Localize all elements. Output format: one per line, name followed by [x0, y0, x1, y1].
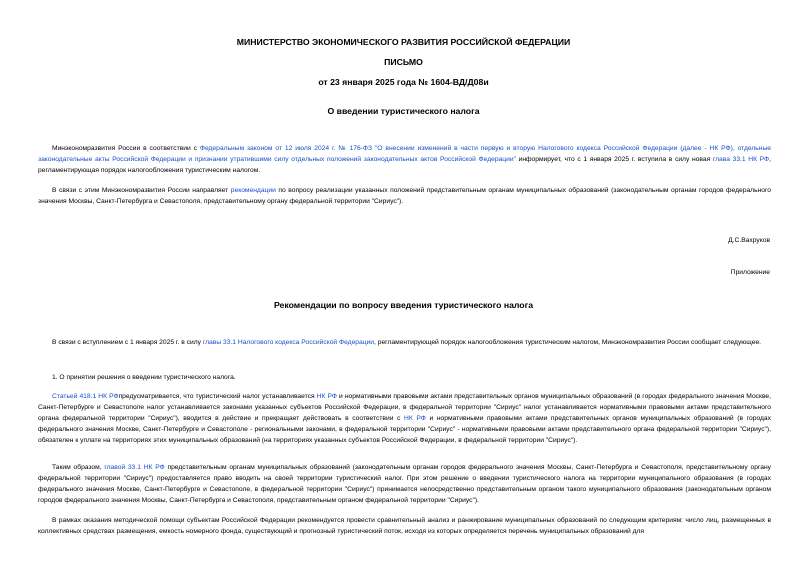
tax-code-chapter-link[interactable]: главы 33.1 Налогового кодекса Российской Федерации — [202, 339, 375, 346]
chapter-33-1-link[interactable]: главой 33.1 НК РФ — [104, 464, 165, 471]
appendix-label: Приложение — [730, 269, 770, 276]
text-fragment: и нормативными правовыми актами представительных органов муниципальных образований (в городах федерального значения Москве, Санкт-Петербурге и Севастополе - региональными законами, в федеральной территории "Сириус" - нормативными правовыми актами представительного органа федеральной территории "Сириус"), обязателен к уплате на территориях этих муниципальных образований (на территориях указанных субъектов Российской Федерации, в федеральной территории "Сириус"). — [38, 415, 771, 444]
recommendations-paragraph-3 — [38, 391, 771, 446]
text-fragment: предусматривается, что туристический налог устанавливается — [118, 393, 317, 400]
text-fragment: Минэкономразвития России в соответствии с — [52, 145, 200, 152]
letter-paragraph-1 — [38, 143, 771, 176]
recommendations-title: Рекомендации по вопросу введения туристического налога — [273, 300, 534, 310]
section-1-heading: 1. О принятии решения о введении туристического налога. — [52, 374, 236, 381]
recommendations-paragraph-4 — [38, 462, 771, 506]
document-type: ПИСЬМО — [384, 57, 423, 67]
text-fragment: , регламентирующей порядок налогообложения туристическим налогом, Минэкономразвития России сообщает следующее. — [374, 339, 762, 346]
text-fragment: и нормативными правовыми актами представительных органов муниципальных образований (в городах федерального значения Москве, Санкт-Петербурге и Севастополе налог устанавливается законами указанных субъектов Российской Федерации, в федеральной территории "Сириус" налог устанавливается нормативными правовыми актами представительного органа федеральной территории "Сириус"), вводится в действие и прекращает действовать в соответствии с — [38, 393, 771, 422]
text-fragment: представительным органам муниципальных образований (законодательным органам городов федерального значения Москвы, Санкт-Петербурга и Севастополя, представительному органу федеральной территории "Сириус") предоставляется право вводить на своей территории туристический налог. При этом решение о введении туристического налога на территории муниципального образования (в городах федерального значения Москве, Санкт-Петербурге и Севастополе, в федеральной территории "Сириус") принимается непосредственно представительным органом такого муниципального образования (законодательным органом городов федерального значения Москвы, Санкт-Петербурга и Севастополя, представительным органом федеральной территории "Сириус"). — [38, 464, 771, 504]
text-fragment: В связи с вступлением с 1 января 2025 г. в силу — [52, 339, 203, 346]
federal-law-link[interactable]: Федеральным законом от 12 июля 2024 г. № 176-ФЗ "О внесении изменений в части первую и вторую Налогового кодекса Российской Федерации (далее - НК РФ), отдельные законодательные акты Российской Федерации и признании утратившими силу отдельных положений законодательных актов Российской Федерации" — [38, 145, 771, 163]
tax-code-link[interactable]: НК РФ — [404, 415, 426, 422]
ministry-heading: МИНИСТЕРСТВО ЭКОНОМИЧЕСКОГО РАЗВИТИЯ РОССИЙСКОЙ ФЕДЕРАЦИИ — [236, 37, 571, 47]
text-fragment: по вопросу реализации указанных положений представительным органам муниципальных образований (законодательным органам городов федерального значения Москвы, Санкт-Петербурга и Севастополя, представительному органу федеральной территории "Сириус"). — [38, 187, 771, 205]
tax-code-link[interactable]: НК РФ — [316, 393, 337, 400]
text-fragment: В связи с этим Минэкономразвития России направляет — [52, 187, 231, 194]
letter-paragraph-2 — [38, 185, 771, 207]
text-fragment: Таким образом, — [52, 464, 105, 471]
document-date-number: от 23 января 2025 года № 1604-ВД/Д08и — [318, 77, 489, 87]
recommendations-paragraph-1 — [38, 337, 771, 348]
text-fragment: В рамках оказания методической помощи субъектам Российской Федерации рекомендуется провести сравнительный анализ и ранжирование муниципальных образований по следующим критериям: число лиц, размещенных в коллективных средствах размещения, емкость номерного фонда, существующий и прогнозный туристический поток, исходя из которых определяется перечень муниципальных образований для — [38, 517, 771, 535]
chapter-33-1-link[interactable]: глава 33.1 НК РФ — [712, 156, 770, 163]
document-subject: О введении туристического налога — [327, 106, 480, 116]
text-fragment: , регламентирующая порядок налогообложения туристическим налогом. — [38, 156, 771, 174]
signature: Д.С.Вахруков — [728, 237, 770, 244]
recommendations-link[interactable]: рекомендации — [230, 187, 276, 194]
article-418-1-link[interactable]: Статьей 418.1 НК РФ — [52, 393, 119, 400]
text-fragment: информирует, что с 1 января 2025 г. вступила в силу новая — [515, 156, 713, 163]
recommendations-paragraph-5 — [38, 515, 771, 537]
